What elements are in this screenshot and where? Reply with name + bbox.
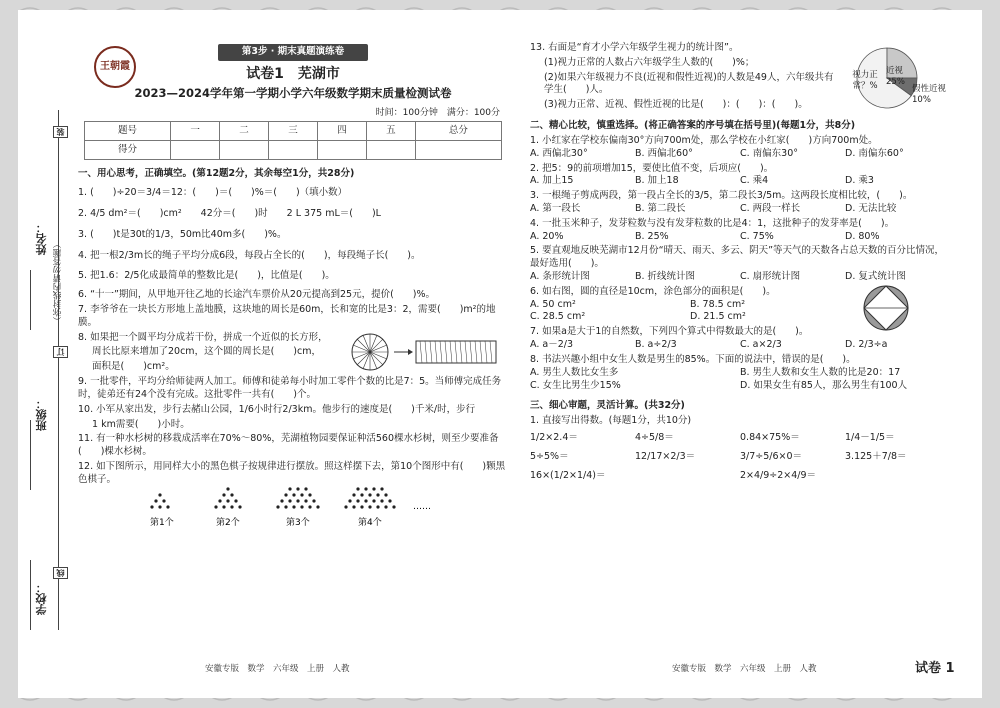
- option: C. 两段一样长: [740, 202, 801, 214]
- figure-3-dots: [276, 487, 319, 508]
- calc-item: 12/17×2/3＝: [635, 450, 696, 462]
- time-score-line: 时间：100分钟 满分：100分: [375, 108, 500, 119]
- page-subtitle: 2023—2024学年第一学期小学六年级数学期末质量检测试卷: [134, 85, 452, 100]
- choice-7: 7. 如果a是大于1的自然数，下列四个算式中得数最大的是( )。: [530, 326, 809, 338]
- option: C. 28.5 cm²: [530, 311, 586, 323]
- class-label: 班级：: [35, 398, 48, 431]
- question-8-line-3: 面积是( )cm²。: [92, 361, 175, 373]
- calc-item: 3.125＋7/8＝: [845, 450, 907, 462]
- score-entry[interactable]: [269, 141, 318, 160]
- choice-1: 1. 小红家在学校东偏南30°方向700m处，那么学校在小红家( )方向700m处。: [530, 134, 878, 146]
- choice-1-options: [530, 148, 950, 161]
- choice-3-options: [530, 203, 950, 216]
- name-write-line: [30, 270, 31, 330]
- choice-5-options: [530, 271, 950, 284]
- circle-to-rectangle-figure: [350, 332, 500, 372]
- score-cell: 四: [317, 122, 366, 141]
- question-13-part-3: (3)视力正常、近视、假性近视的比是( )：( )：( )。: [544, 99, 808, 111]
- school-write-line: [30, 560, 31, 630]
- option: D. 复式统计图: [845, 271, 906, 282]
- option: A. 第一段长: [530, 202, 581, 214]
- question-10-line-2: 1 km需要( )小时。: [92, 418, 190, 430]
- seal-word-2: 订: [53, 346, 68, 358]
- figure-ellipsis: ……: [413, 501, 431, 512]
- option: A. a－2/3: [530, 339, 573, 351]
- question-2: 2. 4/5 dm²＝( )cm² 42分＝( )时 2 L 375 mL＝( )L: [78, 207, 381, 219]
- choice-6-options: [530, 299, 850, 325]
- figure-2-dots: [214, 487, 241, 508]
- step-badge: 第3步 · 期末真题演练卷: [218, 44, 368, 61]
- question-12: 12. 如下图所示，用同样大小的黑色棋子按规律进行摆放。照这样摆下去，第10个图形中有( )颗黑色棋子。: [78, 460, 506, 485]
- question-11: 11. 有一种水杉树的移栽成活率在70%～80%，芜湖植物园要保证种活560棵水杉树，则至少要准备( )棵水杉树。: [78, 433, 499, 458]
- calc-item: 1/2×2.4＝: [530, 431, 578, 443]
- score-table-score-row: [85, 141, 502, 160]
- option: B. 78.5 cm²: [690, 298, 746, 310]
- pie-label-myopia: 近视25%: [886, 66, 905, 88]
- score-entry[interactable]: [220, 141, 269, 160]
- choice-6-block: [530, 286, 950, 324]
- choice-5: 5. 要直观地反映芜湖市12月份“晴天、雨天、多云、阴天”等天气的天数各占总天数的百分比情况，最好选用( )。: [530, 245, 945, 270]
- score-entry[interactable]: [171, 141, 220, 160]
- question-7: 7. 李爷爷在一块长方形地上盖地膜，这块地的周长是60m，长和宽的比是3：2，需要( )m²的地膜。: [78, 304, 496, 328]
- score-table-header-row: [85, 122, 502, 141]
- calc-item: 1/4－1/5＝: [845, 431, 895, 443]
- pie-label-pseudo: 假性近视10%: [912, 84, 947, 106]
- calc-item: 3/7÷5/6×0＝: [740, 450, 803, 462]
- option: B. 加上18: [635, 175, 679, 187]
- figure-label-4: 第4个: [358, 517, 382, 528]
- calc-item: 16×(1/2×1/4)＝: [530, 469, 606, 481]
- page-title: 试卷1 芜湖市: [246, 65, 340, 82]
- score-cell: 三: [269, 122, 318, 141]
- option: A. 条形统计图: [530, 271, 590, 282]
- question-13-part-2: (2)如果六年级视力不良(近视和假性近视)的人数是49人，六年级共有学生( )人。: [544, 71, 834, 96]
- question-4: 4. 把一根2/3m长的绳子平均分成6段，每段占全长的( )，每段绳子长( )。: [78, 249, 421, 261]
- option: C. 扇形统计图: [740, 271, 801, 282]
- figure-1-dots: [150, 493, 169, 508]
- calc-item: 4÷5/8＝: [635, 431, 674, 443]
- question-8-block: [78, 332, 508, 374]
- score-cell: 总分: [415, 122, 501, 141]
- section-3-heading: 三、细心审题，灵活计算。(共32分): [530, 400, 685, 412]
- class-write-line: [30, 420, 31, 490]
- choice-2: 2. 把5：9的前项增加15，要使比值不变，后项应( )。: [530, 162, 774, 174]
- option: B. a÷2/3: [635, 339, 677, 351]
- seal-word-3: 线: [53, 567, 68, 579]
- circle-square-shaded-figure: [862, 284, 910, 332]
- option: B. 第二段长: [635, 202, 686, 214]
- chess-pattern-figure: [78, 487, 508, 537]
- choice-4-options: [530, 231, 950, 244]
- option: B. 西偏北60°: [635, 147, 693, 159]
- question-5: 5. 把1.6：2/5化成最简单的整数比是( )，比值是( )。: [78, 270, 335, 282]
- score-entry[interactable]: [317, 141, 366, 160]
- calc-grid: [530, 432, 950, 482]
- option: D. 21.5 cm²: [690, 311, 746, 323]
- option: D. 80%: [845, 230, 880, 242]
- option: A. 50 cm²: [530, 298, 576, 310]
- score-cell: 二: [220, 122, 269, 141]
- section-1-heading: 一、用心思考，正确填空。(第12题2分，其余每空1分，共28分): [78, 168, 355, 180]
- option: A. 西偏北30°: [530, 147, 588, 159]
- option: C. 南偏东30°: [740, 147, 799, 159]
- question-8: 8. 如果把一个圆平均分成若干份，拼成一个近似的长方形，: [78, 331, 328, 343]
- option: C. 乘4: [740, 175, 769, 187]
- option: D. 如果女生有85人，那么男生有100人: [740, 379, 908, 391]
- choice-6: 6. 如右图，圆的直径是10cm，涂色部分的面积是( )。: [530, 285, 776, 297]
- option: A. 加上15: [530, 175, 574, 187]
- option: A. 男生人数比女生多: [530, 366, 619, 378]
- score-cell: 五: [366, 122, 415, 141]
- calc-item: 2×4/9÷2×4/9＝: [740, 469, 817, 481]
- seal-word-1: 装: [53, 126, 68, 138]
- option: A. 20%: [530, 230, 564, 242]
- option: B. 折线统计图: [635, 271, 696, 282]
- footer-left: 安徽专版 数学 六年级 上册 人教: [205, 664, 350, 674]
- question-13: 13. 右面是“育才小学六年级学生视力的统计图”。: [530, 42, 739, 53]
- question-9: 9. 一批零件，平均分给师徒两人加工。师傅和徒弟每小时加工零件个数的比是7：5。当师傅完成任务时，徒弟还有24个没有完成。这批零件一共有( )个。: [78, 376, 502, 400]
- figure-label-2: 第2个: [216, 517, 240, 528]
- option: B. 男生人数和女生人数的比是20：17: [740, 366, 901, 378]
- choice-7-options: [530, 339, 950, 352]
- question-8-line-2: 周长比原来增加了20cm，这个圆的周长是( )cm，: [92, 346, 321, 358]
- question-13-part-1: (1)视力正常的人数占六年级学生人数的( )%；: [544, 56, 755, 68]
- binding-line: [58, 110, 59, 630]
- option: D. 乘3: [845, 175, 874, 187]
- question-10: 10. 小军从家出发，步行去赭山公园，1/6小时行2/3km。他步行的速度是( )千米/时，步行: [78, 403, 476, 415]
- question-1: 1. ( )÷20＝3/4＝12：( )＝( )%＝( )（填小数）: [78, 187, 348, 199]
- score-cell: 得分: [85, 141, 171, 160]
- calc-item: [845, 470, 950, 483]
- figure-4-dots: [344, 487, 395, 508]
- option: D. 南偏东60°: [845, 147, 904, 159]
- section-2-heading: 二、精心比较，慎重选择。(将正确答案的序号填在括号里)(每题1分，共8分): [530, 120, 856, 132]
- question-3: 3. ( )t是30t的1/3，50m比40m多( )%。: [78, 228, 287, 240]
- calc-instruction: 1. 直接写出得数。(每题1分，共10分): [530, 415, 692, 427]
- publisher-logo: 王朝霞: [94, 46, 136, 88]
- choice-4: 4. 一批玉米种子，发芽粒数与没有发芽粒数的比是4：1，这批种子的发芽率是( )。: [530, 217, 895, 229]
- school-label: 学校：: [35, 582, 48, 615]
- option: D. 无法比较: [845, 202, 897, 214]
- score-table: [84, 121, 502, 160]
- left-column: [78, 40, 508, 541]
- seal-note: （弥封线内请勿答题）: [53, 240, 63, 325]
- option: C. a×2/3: [740, 339, 782, 351]
- option: D. 2/3÷a: [845, 339, 888, 351]
- score-entry[interactable]: [415, 141, 501, 160]
- choice-3: 3. 一根绳子剪成两段，第一段占全长的3/5，第二段长3/5m。这两段长度相比较，( )。: [530, 190, 913, 202]
- right-column: [530, 40, 950, 482]
- score-cell: 一: [171, 122, 220, 141]
- option: C. 75%: [740, 230, 774, 242]
- pie-label-normal: 视力正常？%: [852, 70, 878, 92]
- name-label: 姓名：: [35, 222, 48, 255]
- score-cell: 题号: [85, 122, 171, 141]
- calc-item: 0.84×75%＝: [740, 431, 800, 443]
- footer-right: 安徽专版 数学 六年级 上册 人教: [672, 664, 817, 674]
- calc-item: [635, 470, 740, 483]
- option: B. 25%: [635, 230, 669, 242]
- choice-8: 8. 书法兴趣小组中女生人数是男生的85%。下面的说法中，错误的是( )。: [530, 353, 856, 365]
- question-6: 6. “十一”期间，从甲地开往乙地的长途汽车票价从20元提高到25元，提价( )%。: [78, 289, 436, 301]
- choice-8-options: [530, 367, 950, 393]
- figure-label-1: 第1个: [150, 517, 174, 528]
- score-entry[interactable]: [366, 141, 415, 160]
- choice-2-options: [530, 175, 950, 188]
- figure-label-3: 第3个: [286, 517, 310, 528]
- page-number: 试卷 1: [915, 661, 955, 676]
- option: C. 女生比男生少15%: [530, 379, 621, 391]
- question-13-block: [530, 42, 840, 112]
- calc-item: 5÷5%＝: [530, 450, 569, 462]
